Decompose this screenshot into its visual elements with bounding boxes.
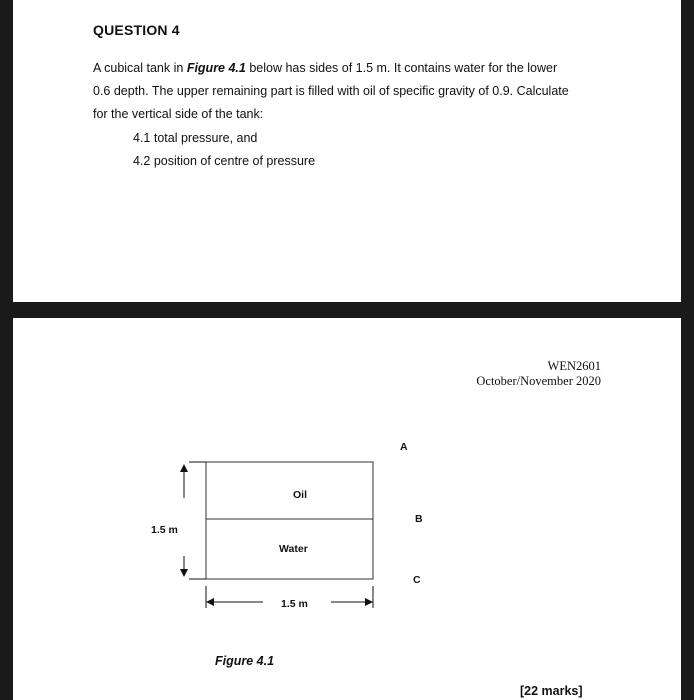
course-code: WEN2601: [547, 359, 601, 373]
tank-diagram: [13, 318, 681, 700]
tank-outline: [206, 462, 373, 579]
figure-panel: [13, 318, 681, 700]
oil-label: Oil: [293, 489, 308, 501]
question-title: QUESTION 4: [93, 22, 180, 38]
question-line-3: for the vertical side of the tank:: [93, 107, 264, 121]
question-line-2: 0.6 depth. The upper remaining part is filled with oil of specific gravity of 0.9. Calculate: [93, 84, 569, 98]
water-label: Water: [279, 543, 308, 555]
exam-session: October/November 2020: [476, 374, 601, 388]
height-label: 1.5 m: [151, 524, 178, 536]
figure-reference: Figure 4.1: [186, 61, 246, 75]
sub-question-4-2: 4.2 position of centre of pressure: [133, 154, 316, 168]
point-b-label: B: [415, 513, 423, 525]
width-label: 1.5 m: [281, 598, 308, 610]
sub-question-4-1: 4.1 total pressure, and: [133, 131, 258, 145]
question-line-1: A cubical tank in Figure 4.1 below has sides of 1.5 m. It contains water for the lower: [93, 61, 558, 75]
point-c-label: C: [413, 574, 421, 586]
figure-caption: Figure 4.1: [215, 654, 275, 668]
point-a-label: A: [400, 441, 408, 453]
total-marks: [22 marks]: [520, 684, 583, 698]
question-panel: [13, 0, 681, 302]
